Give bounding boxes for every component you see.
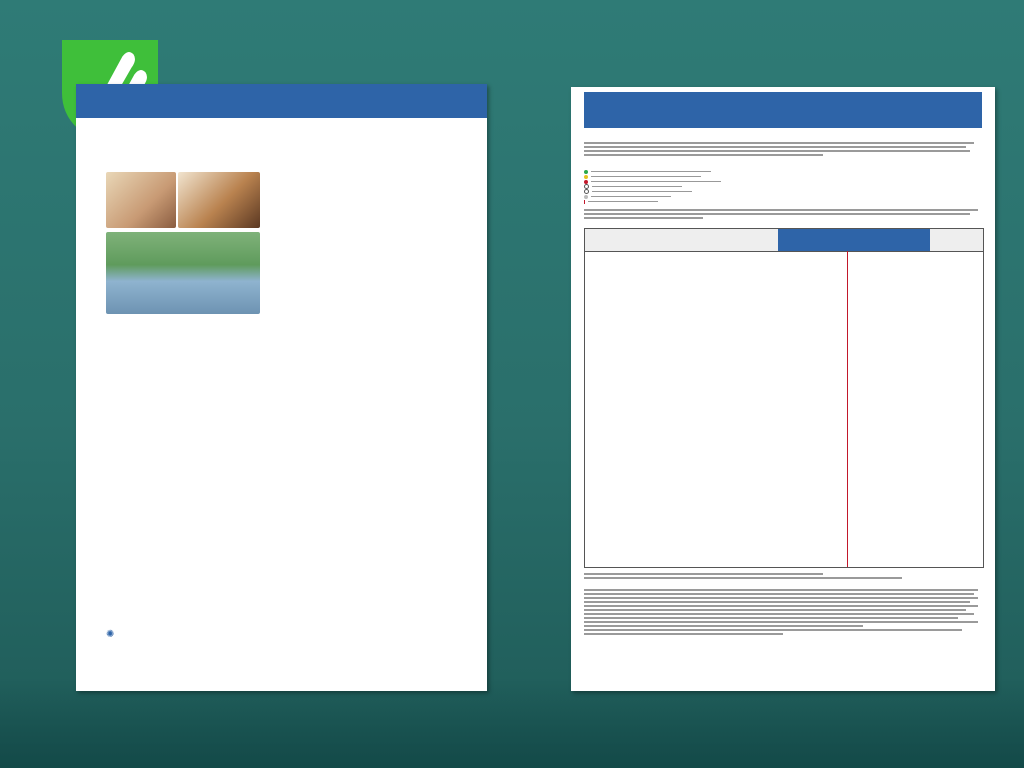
table-header-title (778, 229, 930, 251)
photo-child (106, 172, 176, 228)
folkehelsebarometer-page (571, 87, 995, 691)
table-header (585, 229, 983, 252)
fhi-logo (106, 629, 114, 640)
fhi-logo-icon: ✺ (106, 629, 115, 640)
barometer-intro-text (584, 140, 982, 158)
header-band (76, 84, 487, 118)
summary-column (268, 180, 473, 186)
photo-park (106, 232, 260, 314)
folkehelseprofil-page (76, 84, 487, 691)
photo-family (178, 172, 260, 228)
barometer-table (584, 228, 984, 568)
barometer-note (584, 207, 982, 221)
header-band (584, 92, 982, 128)
colophon (106, 488, 256, 494)
barometer-footnotes (584, 571, 982, 637)
country-reference-line (847, 251, 848, 567)
background-wave (0, 678, 1024, 768)
barometer-legend (584, 169, 764, 204)
